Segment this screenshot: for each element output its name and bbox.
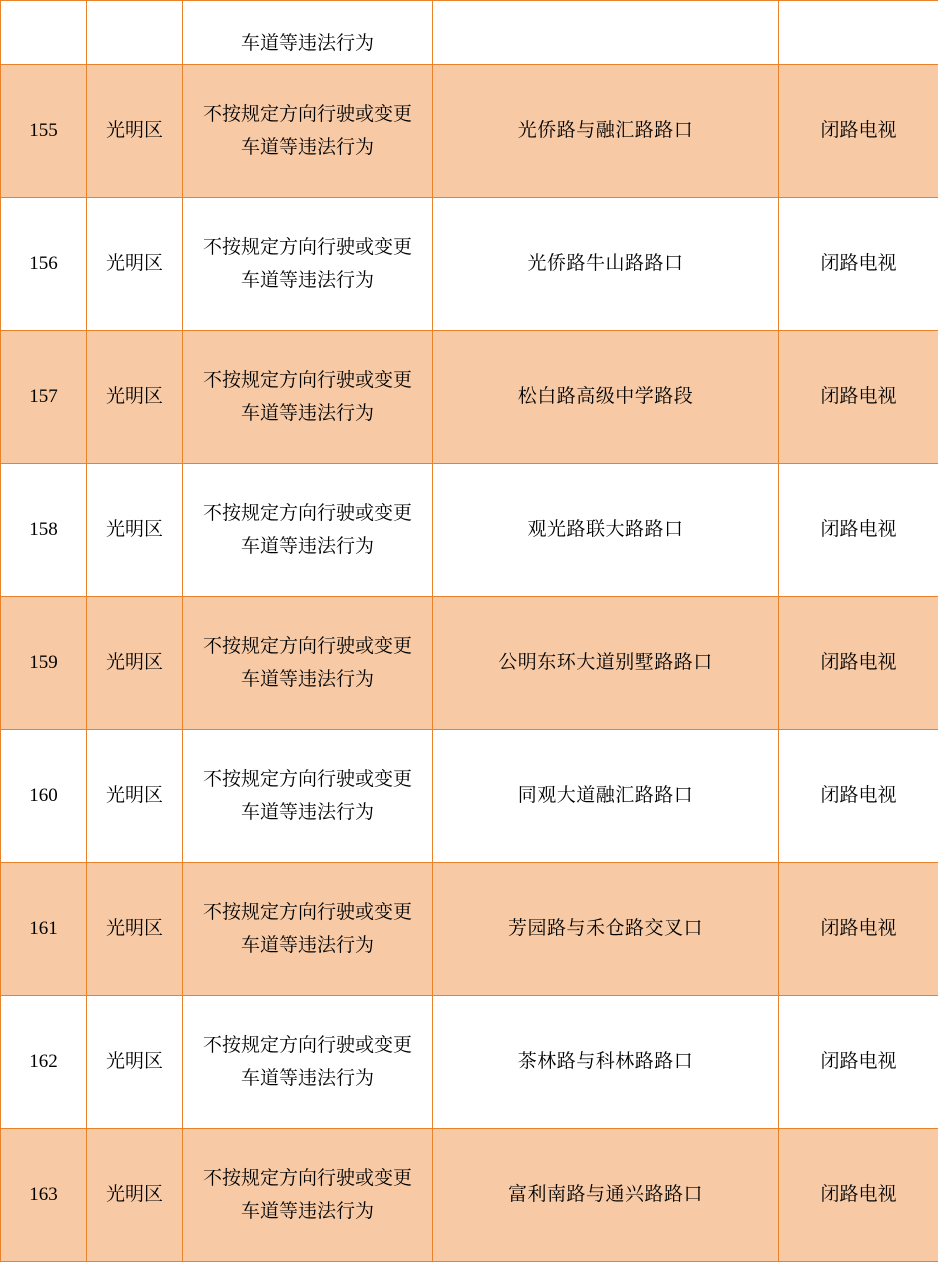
cell-violation (183, 65, 433, 198)
cell-device: 闭路电视 (779, 331, 938, 464)
cell-violation (183, 1129, 433, 1262)
cell-index: 161 (1, 863, 87, 996)
table-row (1, 996, 938, 1129)
cell-location: 光侨路牛山路路口 (433, 198, 779, 331)
cell-location: 松白路高级中学路段 (433, 331, 779, 464)
cell-device: 闭路电视 (779, 863, 938, 996)
violation-line-2: 车道等违法行为 (240, 32, 374, 54)
violation-line-1: 不按规定方向行驶或变更 (202, 1034, 412, 1056)
table-row (1, 730, 938, 863)
table-row (1, 198, 938, 331)
cell-device (779, 1, 938, 65)
violation-line-2: 车道等违法行为 (240, 802, 374, 823)
cell-district: 光明区 (87, 863, 183, 996)
cell-device: 闭路电视 (779, 730, 938, 863)
violation-line-1: 不按规定方向行驶或变更 (202, 369, 412, 391)
violation-line-1: 不按规定方向行驶或变更 (202, 103, 412, 125)
table-row (1, 464, 938, 597)
cell-violation (183, 996, 433, 1129)
cell-location: 同观大道融汇路路口 (433, 730, 779, 863)
cell-device: 闭路电视 (779, 1129, 938, 1262)
cell-district: 光明区 (87, 597, 183, 730)
table-row (1, 331, 938, 464)
cell-location: 观光路联大路路口 (433, 464, 779, 597)
cell-district: 光明区 (87, 1129, 183, 1262)
cell-violation (183, 331, 433, 464)
violation-line-1: 不按规定方向行驶或变更 (202, 635, 412, 657)
violation-line-2: 车道等违法行为 (240, 137, 374, 158)
violation-line-1: 不按规定方向行驶或变更 (202, 502, 412, 524)
violation-line-1: 不按规定方向行驶或变更 (202, 1167, 412, 1189)
cell-district: 光明区 (87, 331, 183, 464)
cell-violation (183, 730, 433, 863)
table-row (1, 1129, 938, 1262)
cell-violation (183, 464, 433, 597)
violation-line-2: 车道等违法行为 (240, 669, 374, 690)
cell-district (87, 1, 183, 65)
table-row (1, 863, 938, 996)
violation-line-2: 车道等违法行为 (240, 270, 374, 291)
cell-violation (183, 863, 433, 996)
cell-violation (183, 1, 433, 65)
table-row (1, 1, 938, 65)
cell-district: 光明区 (87, 65, 183, 198)
cell-violation (183, 198, 433, 331)
cell-index: 155 (1, 65, 87, 198)
cell-location (433, 1, 779, 65)
cell-device: 闭路电视 (779, 198, 938, 331)
cell-district: 光明区 (87, 198, 183, 331)
cell-violation (183, 597, 433, 730)
cell-index: 160 (1, 730, 87, 863)
cell-location: 光侨路与融汇路路口 (433, 65, 779, 198)
cell-device: 闭路电视 (779, 464, 938, 597)
violation-line-2: 车道等违法行为 (240, 935, 374, 956)
violation-line-1: 不按规定方向行驶或变更 (202, 768, 412, 790)
cell-index: 157 (1, 331, 87, 464)
violation-line-2: 车道等违法行为 (240, 1201, 374, 1222)
cell-index: 163 (1, 1129, 87, 1262)
violation-line-2: 车道等违法行为 (240, 403, 374, 424)
cell-location: 富利南路与通兴路路口 (433, 1129, 779, 1262)
violation-line-1: 不按规定方向行驶或变更 (202, 901, 412, 923)
cell-index: 158 (1, 464, 87, 597)
violation-line-1: 不按规定方向行驶或变更 (202, 236, 412, 258)
violation-line-2: 车道等违法行为 (240, 536, 374, 557)
table-row (1, 597, 938, 730)
cell-district: 光明区 (87, 464, 183, 597)
cell-location: 芳园路与禾仓路交叉口 (433, 863, 779, 996)
cell-index: 162 (1, 996, 87, 1129)
cell-location: 茶林路与科林路路口 (433, 996, 779, 1129)
cell-device: 闭路电视 (779, 996, 938, 1129)
cell-device: 闭路电视 (779, 597, 938, 730)
table-body (1, 1, 938, 1262)
table-row (1, 65, 938, 198)
cell-index (1, 1, 87, 65)
cell-index: 159 (1, 597, 87, 730)
cell-device: 闭路电视 (779, 65, 938, 198)
cell-location: 公明东环大道别墅路路口 (433, 597, 779, 730)
cell-district: 光明区 (87, 996, 183, 1129)
violation-line-2: 车道等违法行为 (240, 1068, 374, 1089)
cell-district: 光明区 (87, 730, 183, 863)
cell-index: 156 (1, 198, 87, 331)
